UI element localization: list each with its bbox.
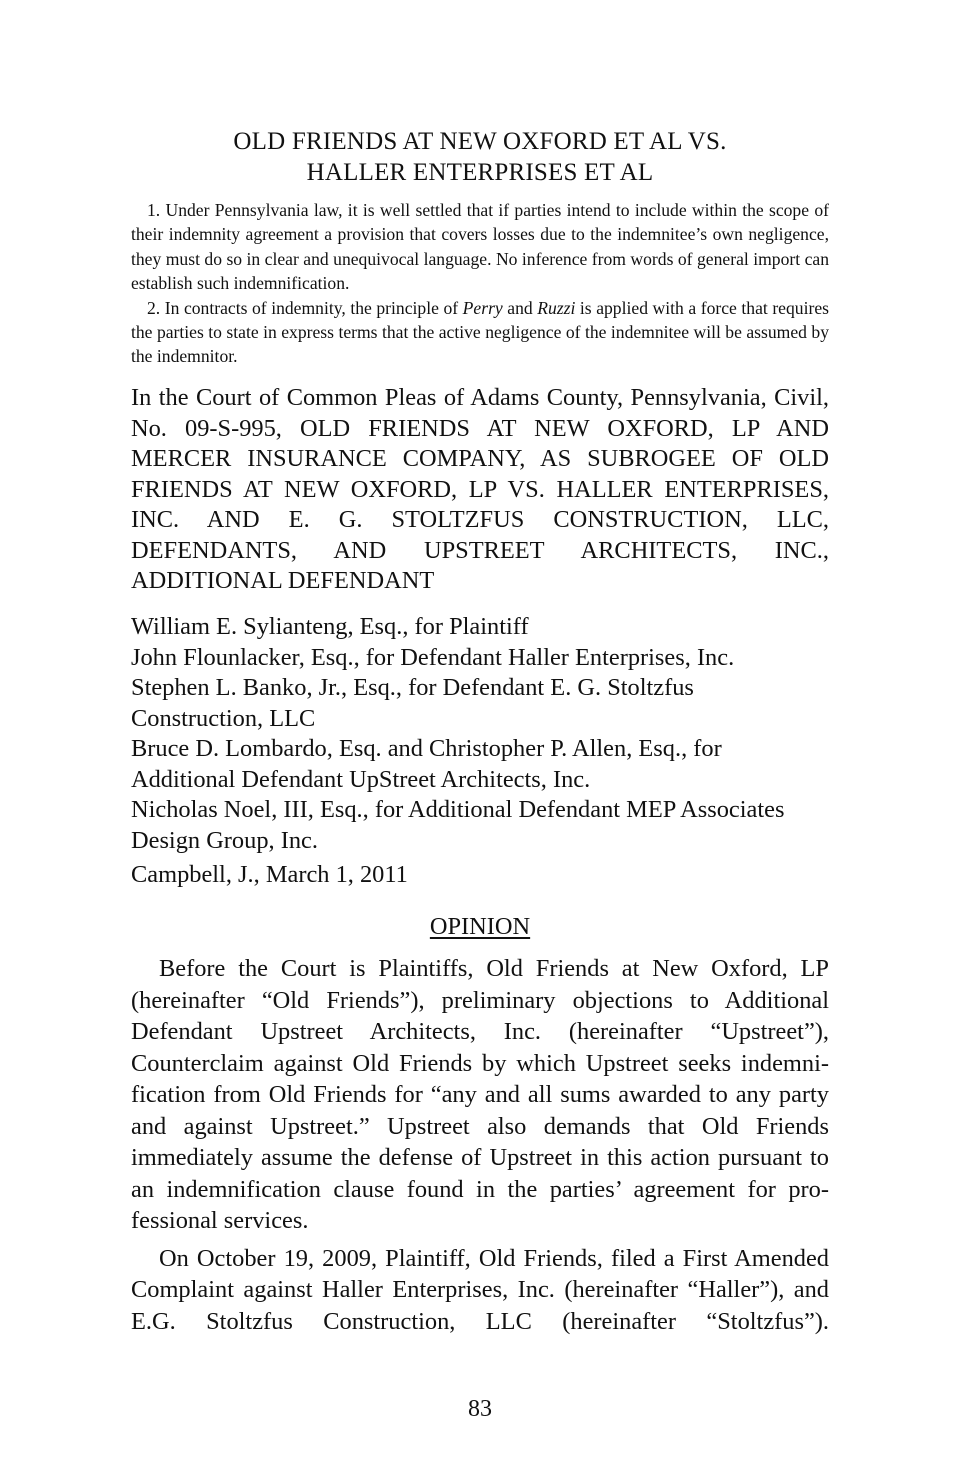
case-title [131,126,829,188]
headnote: 1. Under Pennsylvania law, it is well settled that if parties intend to include within the scope of their indemnity agreement a provision that covers losses due to the indemnitee’s own negligence, they must do so in clear and unequivocal language. No inference from words of general import can establish such indemnification. [131,200,829,294]
counsel-line: Bruce D. Lombardo, Esq. and Christopher P. Allen, Esq., for [131,735,722,762]
counsel-line: Construction, LLC [131,704,316,732]
case-name: Ruzzi [537,297,576,318]
judge-date: Campbell, J., March 1, 2011 [131,861,408,888]
headnote-text: 2. In contracts of indemnity, the principle of [147,297,463,318]
counsel-line: Additional Defendant UpStreet Architects, Inc. [131,765,591,793]
counsel-line: John Flounlacker, Esq., for Defendant Haller Enterprises, Inc. [131,643,735,671]
case-name: Perry [462,297,503,318]
headnote-text: is applied with a force that requires the parties to state in express terms that the active negligence of the indemnitee will be assumed by the indemnitor. [131,297,829,367]
case-caption [131,383,829,597]
case-title-line: HALLER ENTERPRISES ET AL [306,159,654,186]
caption-text: In the Court of Common Pleas of Adams County, Pennsylvania, Civil, No. 09-S-995, OLD FRIENDS AT NEW OXFORD, LP AND MERCER INSURANCE COMPANY, AS SUBROGEE OF OLD FRIENDS AT NEW OXFORD, LP VS. HALLER ENTERPRISES, INC. AND E. G. STOLTZFUS CONSTRUCTION, LLC, DEFENDANTS, AND UPSTREET ARCHITECTS, INC., [131,384,829,564]
opinion-heading [131,912,829,942]
body-paragraph: On October 19, 2009, Plaintiff, Old Friends, filed a First Amended Complaint against Haller Enterprises, Inc. (hereinafter “Haller”), and E.G. Stoltzfus Construction, LLC (hereinafter “Stoltzfus”). [131,1244,829,1335]
case-title-line: OLD FRIENDS AT NEW OXFORD ET AL VS. [233,128,727,155]
headnote [131,296,829,369]
counsel-line: Stephen L. Banko, Jr., Esq., for Defendant E. G. Stoltzfus [131,674,694,701]
body-paragraph: Before the Court is Plaintiffs, Old Friends at New Oxford, LP (hereinafter “Old Friends”), preliminary objections to Additional Defendant Upstreet Architects, Inc. (hereinafter “Upstreet”), Counterclaim against Old Friends by which Upstreet seeks indemnification from Old Friends for “any and all sums awarded to any party and against Upstreet.” Upstreet also demands that Old Friends immediately assume the defense of Upstreet in this action pursuant to an indemnification clause found in the parties’ agreement for professional services. [131,955,829,1234]
caption-text: ADDITIONAL DEFENDANT [131,567,435,594]
counsel-line: Nicholas Noel, III, Esq., for Additional Defendant MEP Associates [131,796,785,823]
opinion-body [131,953,829,1343]
counsel-line: Design Group, Inc. [131,826,318,854]
headnotes [131,198,829,369]
headnote-text: and [502,297,538,318]
counsel-list [131,612,829,856]
counsel-line: William E. Sylianteng, Esq., for Plaintiff [131,613,529,640]
opinion-heading-text: OPINION [429,913,531,940]
page-number: 83 [468,1396,492,1422]
